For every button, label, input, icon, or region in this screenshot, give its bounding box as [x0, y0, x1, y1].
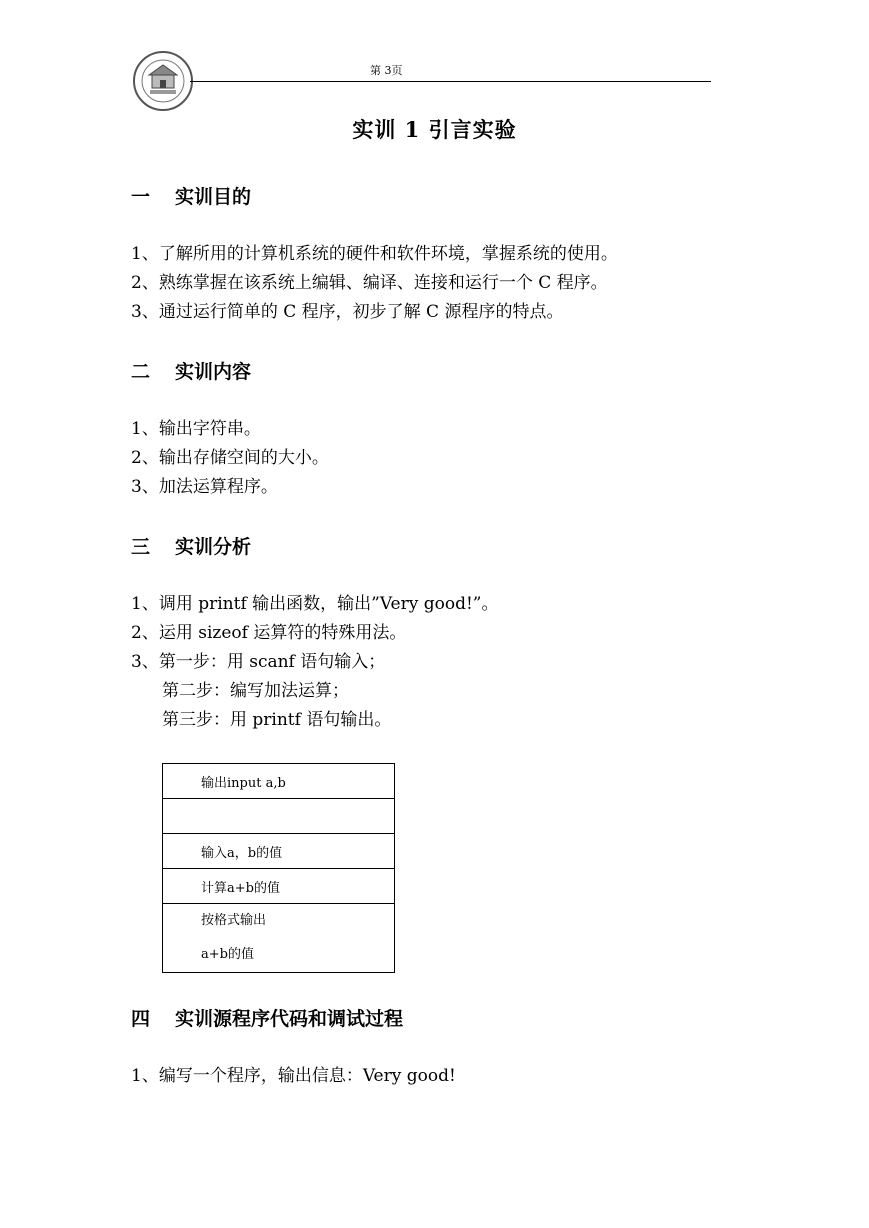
list-item: 1、输出字符串。 — [131, 419, 261, 439]
section-heading-1 — [131, 182, 251, 209]
list-item: 1、调用 printf 输出函数，输出”Very good!”。 — [131, 594, 499, 614]
section-4-list — [131, 1062, 456, 1091]
table-cell: 计算a+b的值 — [163, 869, 395, 904]
table-cell — [163, 904, 395, 973]
section-number: 四 — [131, 1008, 151, 1030]
page-number: 第 3页 — [370, 64, 403, 77]
header-rule — [190, 81, 711, 82]
list-item: 2、运用 sizeof 运算符的特殊用法。 — [131, 623, 407, 643]
table-cell-line: a+b的值 — [201, 947, 254, 962]
section-number: 三 — [131, 536, 151, 558]
section-number: 二 — [131, 361, 151, 383]
table-cell: 输入a，b的值 — [163, 834, 395, 869]
list-item: 2、输出存储空间的大小。 — [131, 448, 329, 468]
section-heading-3 — [131, 532, 251, 559]
list-item: 第三步：用 printf 语句输出。 — [162, 710, 392, 730]
section-title: 实训内容 — [175, 361, 252, 383]
section-heading-2 — [131, 357, 251, 384]
list-item: 2、熟练掌握在该系统上编辑、编译、连接和运行一个 C 程序。 — [131, 273, 608, 293]
list-item: 1、编写一个程序，输出信息：Very good! — [131, 1066, 456, 1086]
table-cell: 输出input a,b — [163, 764, 395, 799]
list-item: 3、加法运算程序。 — [131, 477, 278, 497]
list-item: 第二步：编写加法运算； — [162, 681, 349, 701]
table-cell-line: 按格式输出 — [201, 913, 267, 928]
document-title: 实训 1 引言实验 — [352, 117, 517, 142]
section-title: 实训目的 — [175, 186, 252, 208]
table-cell — [163, 799, 395, 834]
section-3-list — [131, 590, 499, 735]
section-number: 一 — [131, 186, 151, 208]
university-seal-icon — [132, 50, 194, 112]
section-2-list — [131, 415, 329, 502]
list-item: 3、通过运行简单的 C 程序，初步了解 C 源程序的特点。 — [131, 302, 564, 322]
section-title: 实训分析 — [175, 536, 252, 558]
section-title: 实训源程序代码和调试过程 — [175, 1008, 404, 1030]
section-heading-4 — [131, 1004, 403, 1031]
list-item: 1、了解所用的计算机系统的硬件和软件环境，掌握系统的使用。 — [131, 244, 618, 264]
flow-table — [162, 763, 395, 973]
section-1-list — [131, 240, 618, 327]
list-item: 3、第一步：用 scanf 语句输入； — [131, 652, 386, 672]
